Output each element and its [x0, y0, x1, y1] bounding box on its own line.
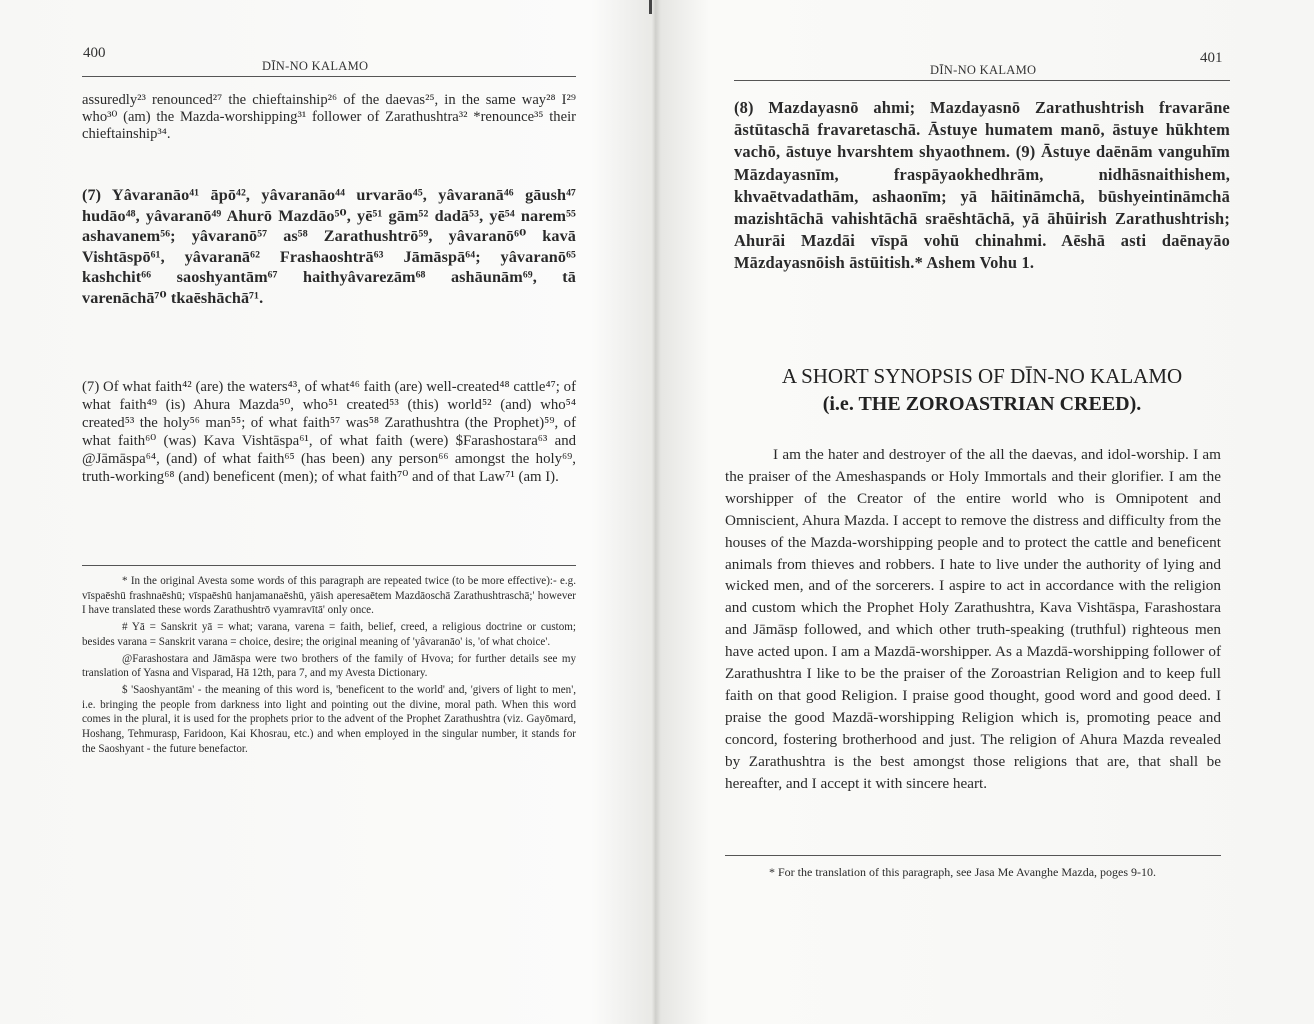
avestan-paragraph-7: (7) Yâvaranāo⁴¹ āpō⁴², yâvaranāo⁴⁴ urvarāo⁴⁵, yâvaranā⁴⁶ gāush⁴⁷ hudāo⁴⁸, yâvaranō⁴⁹ Ahurō Mazdāo⁵⁰, yē⁵¹ gām⁵² dadā⁵³, yē⁵⁴ narem⁵⁵ ashavanem⁵⁶; yâvaranō⁵⁷ as⁵⁸ Zarathushtrō⁵⁹, yâvaranō⁶⁰ kavā Vishtāspō⁶¹, yâvaranā⁶² Frashaoshtrā⁶³ Jāmāspā⁶⁴; yâvaranō⁶⁵ kashchit⁶⁶ saoshyantām⁶⁷ haithyâvarezām⁶⁸ ashāunām⁶⁹, tā varenāchā⁷⁰ tkaēshāchā⁷¹.	[82, 186, 576, 307]
avestan-paragraph-8-9: (8) Mazdayasnō ahmi; Mazdayasnō Zarathushtrish fravarāne āstūtaschā fravaretaschā. Āstuye humatem manō, āstuye hūkhtem vachō, āstuye hvarshtem shyaothnem. (9) Āstuye daēnām vanguhīm Māzdayasnīm, fraspāyaokhedhrām, nidhāsnaithishem, khvaētvadathām, ashaonīm; yā hāitināmchā, būshyeintināmchā mazishtāchā vahishtāchā sraēshtāchā, yā āhūirish Zarathushtrish; Ahurāi Mazdāi vīspā vohū chinahmi. Aēshā asti daēnayāo Māzdayasnōish āstūitish.* Ashem Vohu 1.	[734, 98, 1230, 273]
footnotes-left	[82, 574, 576, 756]
footnote-hash: # Yā = Sanskrit yā = what; varana, varena = faith, belief, creed, a religious doctrine or custom; besides varana = Sanskrit varana = choice, desire; the original meaning of 'yâvaranāo' is, 'of what choice'.	[82, 621, 576, 648]
page-number-right: 401	[1200, 50, 1223, 66]
synopsis-heading	[722, 362, 1242, 418]
running-head-left: DĪN-NO KALAMO	[262, 59, 369, 73]
header-rule-left	[82, 76, 576, 77]
synopsis-body: I am the hater and destroyer of the all the daevas, and idol-worship. I am the praiser of the Ameshaspands or Holy Immortals and their glorifier. I am the worshipper of the Creator of the entire world who is Omnipotent and Omniscient, Ahura Mazda. I accept to remove the distress and difficulty from the houses of the Mazda-worshipping people and to protect the cattle and beneficent animals from thieves and robbers. I hate to live under the authority of lying and wicked men, and of the sorcerers. I aspire to act in accordance with the religion and custom which the Prophet Holy Zarathushtra, Kava Vishtāspa, Farashostara and Jāmāsp followed, and which other truth-speaking (truthful) righteous men have acted upon. I am a Mazdā-worshipper. As a Mazdā-worshipping follower of Zarathushtra I like to be the praiser of the Zoroastrian Religion and to keep full faith on that good Religion. I praise good thought, good word and good deed. I praise the good Mazdā-worshipping Religion which is, promoting peace and concord, fostering brotherhood and just. The religion of Ahura Mazda revealed by Zarathushtra is the best amongst those religions that are, that shall be hereafter, and I accept it with sincere heart.	[725, 446, 1221, 792]
translation-paragraph-top: assuredly²³ renounced²⁷ the chieftainship²⁶ of the daevas²⁵, in the same way²⁸ I²⁹ who³⁰ (am) the Mazda-worshipping³¹ follower of Zarathushtra³² *renounce³⁵ their chieftainship³⁴.	[82, 92, 576, 142]
left-page	[0, 0, 650, 1024]
footnote-asterisk: * In the original Avesta some words of this paragraph are repeated twice (to be more effective):- e.g. vīspaēshū frashnaēshū; vīspaēshū hanjamanaēshū, yāish aperesaētem Mazdāoschā Zarathushtraschā;' however I have translated these words Zarathushtrō vyamravītā' only once.	[82, 575, 576, 617]
footnote-at: @Farashostara and Jāmāspa were two brothers of the family of Hvova; for further details see my translation of Yasna and Visparad, Hā 12th, para 7, and my Avesta Dictionary.	[82, 652, 576, 680]
page-number-left: 400	[83, 45, 106, 61]
footnote-right: * For the translation of this paragraph, see Jasa Me Avanghe Mazda, poges 9-10.	[769, 865, 1157, 879]
header-rule-right	[734, 80, 1230, 81]
right-page	[662, 0, 1314, 1024]
running-head-right: DĪN-NO KALAMO	[930, 63, 1037, 77]
footnote-rule-right	[725, 855, 1221, 856]
heading-line-2: (i.e. THE ZOROASTRIAN CREED).	[822, 393, 1142, 415]
heading-line-1: A SHORT SYNOPSIS OF DĪN-NO KALAMO	[781, 364, 1183, 388]
footnote-dollar: $ 'Saoshyantām' - the meaning of this word is, 'beneficent to the world' and, 'givers of light to men', i.e. bringing the people from darkness into light and pointing out the divine, moral path. When this word comes in the plural, it is used for the prophets prior to the advent of the Prophet Zarathushtra (viz. Gayōmard, Hoshang, Tehmurasp, Faridoon, Kai Khosrau, etc.) and when employed in the singular number, it stands for the Saoshyant - the future benefactor.	[82, 683, 576, 755]
footnote-rule-left	[82, 565, 576, 566]
translation-paragraph-7: (7) Of what faith⁴² (are) the waters⁴³, of what⁴⁶ faith (are) well-created⁴⁸ cattle⁴⁷; of what faith⁴⁹ (is) Ahura Mazda⁵⁰, who⁵¹ created⁵³ (this) world⁵² (and) who⁵⁴ created⁵³ the holy⁵⁶ man⁵⁵; of what faith⁵⁷ was⁵⁸ Zarathushtra (the Prophet)⁵⁹, of what faith⁶⁰ (was) Kava Vishtāspa⁶¹, of what faith (were) $Farashostara⁶³ and @Jāmāspa⁶⁴, (and) of what faith⁶⁵ (has been) any person⁶⁶ amongst the holy⁶⁹, truth-working⁶⁸ (and) beneficent (men); of what faith⁷⁰ and of that Law⁷¹ (am I).	[82, 379, 576, 485]
